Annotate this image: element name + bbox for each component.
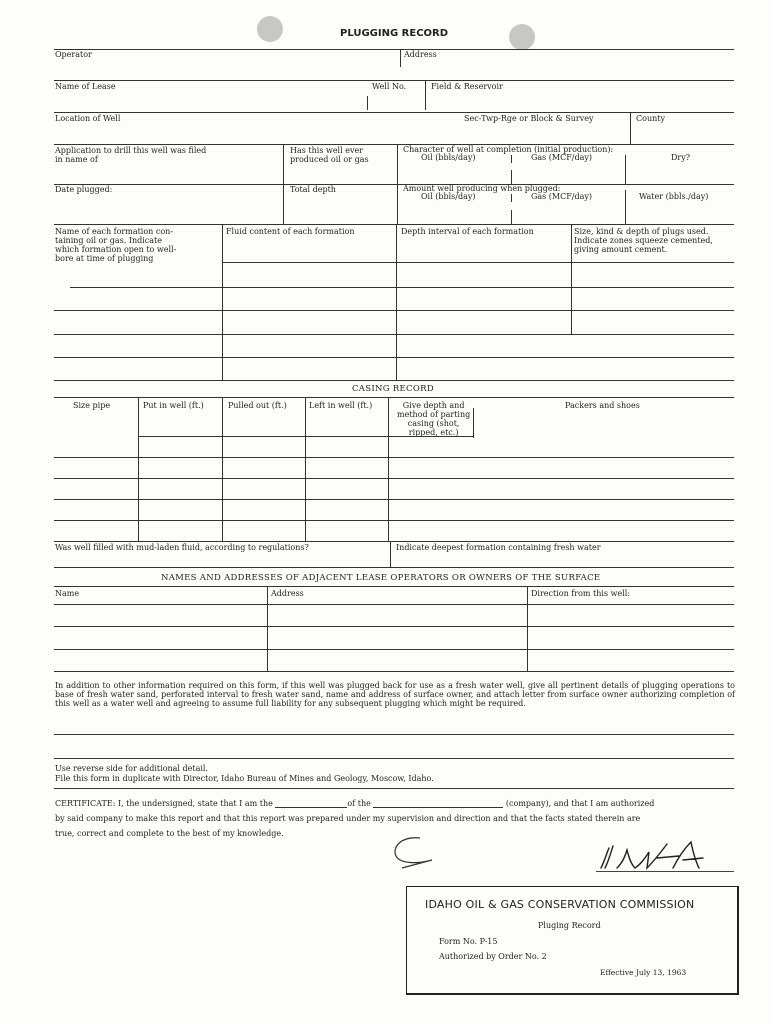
commission-effective: Effective July 13, 1963: [600, 968, 687, 977]
commission-form-no: Form No. P-15: [439, 937, 498, 946]
pulled-out-label: Pulled out (ft.): [228, 401, 287, 410]
addition-paragraph: In addition to other information required on this form, if this well was plugged back for use as a fresh water well, give all pertinent details of plugging operations to base of fresh water sand, perforated interval to fresh water sand, name and address of surface owner, and attach letter from surface owner authorizing completion of this well as a water well and agreeing to assume full liability for any subsequent plugging which might be required.: [55, 681, 735, 708]
certificate-line-1: [55, 798, 745, 808]
certificate-part2: of the: [347, 798, 371, 808]
file-duplicate-note: File this form in duplicate with Director, Idaho Bureau of Mines and Geology, Moscow, Idaho.: [55, 774, 434, 783]
packers-label: Packers and shoes: [565, 401, 640, 410]
formation-row-2[interactable]: [56, 292, 732, 304]
additional-detail-field[interactable]: [56, 740, 732, 752]
casing-row-2[interactable]: [56, 463, 732, 475]
application-label: Application to drill this well was filed in name of: [55, 146, 207, 164]
signature[interactable]: [595, 838, 715, 878]
form-title: PLUGGING RECORD: [340, 28, 449, 39]
fresh-water-field[interactable]: [396, 555, 732, 567]
certificate-part1: CERTIFICATE: I, the undersigned, state that I am the: [55, 798, 273, 808]
oil-completion-label: Oil (bbls/day): [421, 153, 476, 162]
method-label: Give depth and method of parting casing (shot, ripped, etc.): [397, 401, 471, 437]
total-depth-field[interactable]: [288, 208, 392, 220]
formation-row-5[interactable]: [56, 363, 732, 375]
casing-row-5[interactable]: [56, 526, 732, 538]
formation-row-1[interactable]: [56, 266, 732, 278]
company-field[interactable]: [373, 798, 503, 808]
adjacent-row-1[interactable]: [56, 610, 732, 622]
signature-mark-left: [390, 834, 440, 872]
certificate-line-3: true, correct and complete to the best of my knowledge.: [55, 829, 284, 838]
date-plugged-label: Date plugged:: [55, 185, 113, 194]
county-field[interactable]: [634, 128, 730, 140]
adjacent-title: NAMES AND ADDRESSES OF ADJACENT LEASE OPERATORS OR OWNERS OF THE SURFACE: [161, 573, 601, 583]
water-plugged-label: Water (bbls./day): [639, 192, 709, 201]
size-pipe-label: Size pipe: [73, 401, 111, 410]
adjacent-direction-label: Direction from this well:: [531, 589, 630, 598]
certificate-part3: (company), and that I am authorized: [505, 798, 655, 808]
well-no-label: Well No.: [372, 82, 407, 91]
field-reservoir-label: Field & Reservoir: [431, 82, 503, 91]
location-field[interactable]: [56, 128, 456, 140]
punch-hole-right: [509, 24, 535, 50]
field-reservoir-field[interactable]: [430, 95, 730, 107]
sec-twp-label: Sec-Twp-Rge or Block & Survey: [464, 114, 594, 123]
commission-name: IDAHO OIL & GAS CONSERVATION COMMISSION: [425, 898, 695, 911]
put-in-label: Put in well (ft.): [143, 401, 204, 410]
adjacent-name-label: Name: [55, 589, 80, 598]
commission-record: Pluging Record: [538, 921, 601, 930]
lease-name-label: Name of Lease: [55, 82, 116, 91]
oil-plugged-label: Oil (bbls/day): [421, 192, 476, 201]
dry-label: Dry?: [671, 153, 691, 162]
fluid-content-label: Fluid content of each formation: [226, 227, 355, 236]
casing-row-3[interactable]: [56, 484, 732, 496]
application-field[interactable]: [56, 170, 276, 182]
plugs-label: Size, kind & depth of plugs used. Indicate zones squeeze cemented, giving amount cement.: [574, 227, 713, 254]
casing-row-1[interactable]: [56, 442, 732, 454]
casing-record-title: CASING RECORD: [352, 384, 434, 394]
mud-answer-field[interactable]: [56, 555, 386, 567]
gas-plugged-label: Gas (MCF/day): [531, 192, 593, 201]
gas-completion-label: Gas (MCF/day): [531, 153, 593, 162]
fresh-water-label: Indicate deepest formation containing fresh water: [396, 543, 601, 552]
mud-question-label: Was well filled with mud-laden fluid, according to regulations?: [55, 543, 309, 552]
character-label: Character of well at completion (initial production):: [403, 145, 614, 154]
adjacent-row-2[interactable]: [56, 632, 732, 644]
amount-producing-label: Amount well producing when plugged:: [403, 184, 561, 193]
casing-row-4[interactable]: [56, 505, 732, 517]
produced-field[interactable]: [288, 170, 392, 182]
location-label: Location of Well: [55, 114, 121, 123]
operator-field[interactable]: [56, 62, 396, 74]
title-field[interactable]: [275, 798, 347, 808]
adjacent-address-label: Address: [271, 589, 304, 598]
formation-name-label: Name of each formation con- taining oil or gas. Indicate which formation open to well- bore at time of plugging: [55, 227, 177, 263]
operator-label: Operator: [55, 50, 92, 59]
address-field[interactable]: [404, 62, 734, 74]
lease-name-field[interactable]: [56, 95, 356, 107]
county-label: County: [636, 114, 665, 123]
certificate-line-2: by said company to make this report and that this report was prepared under my supervision and direction and that the facts stated therein are: [55, 814, 641, 823]
formation-row-3[interactable]: [56, 316, 732, 328]
address-label: Address: [404, 50, 437, 59]
commission-authorized: Authorized by Order No. 2: [439, 952, 547, 961]
adjacent-row-3[interactable]: [56, 654, 732, 666]
punch-hole-left: [257, 16, 283, 42]
total-depth-label: Total depth: [290, 185, 336, 194]
date-plugged-field[interactable]: [56, 208, 276, 220]
reverse-side-note: Use reverse side for additional detail.: [55, 764, 209, 773]
depth-interval-label: Depth interval of each formation: [401, 227, 534, 236]
produced-label: Has this well ever produced oil or gas: [290, 146, 369, 164]
well-no-field[interactable]: [370, 95, 420, 107]
left-in-label: Left in well (ft.): [309, 401, 373, 410]
formation-row-4[interactable]: [56, 340, 732, 352]
